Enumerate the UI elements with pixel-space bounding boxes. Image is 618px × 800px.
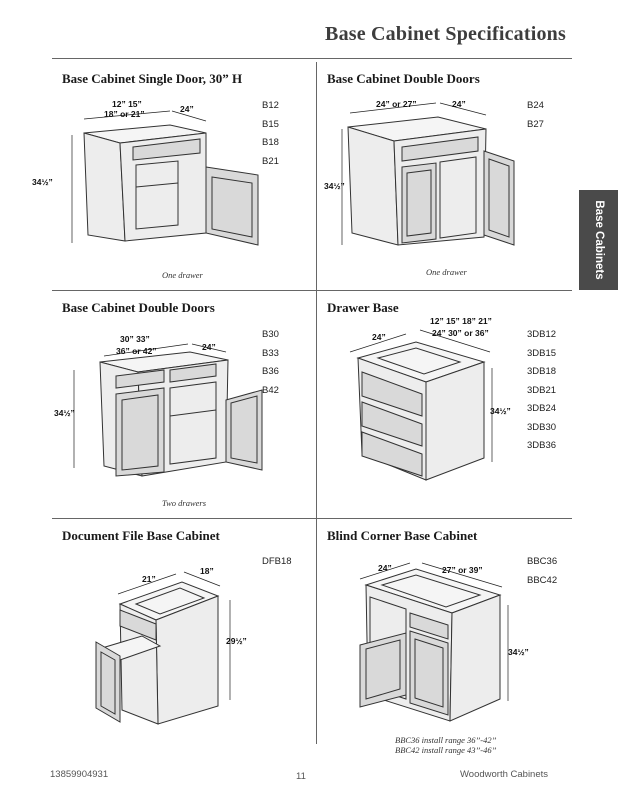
cabinet-double-doors-drawing — [318, 95, 528, 275]
code-item: 3DB18 — [527, 366, 557, 377]
cabinet-side — [426, 362, 484, 480]
dim-width-2: 18” or 21” — [104, 109, 145, 119]
code-item: 3DB30 — [527, 421, 557, 433]
dim-width: 24” or 27” — [376, 99, 417, 109]
page-title: Base Cabinet Specifications — [325, 23, 566, 45]
install-note-bbc36: BBC36 install range 36’’-42’’ — [395, 735, 497, 745]
code-item: 3DB24 — [527, 403, 557, 414]
caption-double-doors: One drawer — [426, 267, 467, 277]
dim-depth: 24” — [372, 332, 386, 342]
dim-height: 29½” — [226, 636, 247, 646]
section-title-double-doors: Base Cabinet Double Doors — [327, 71, 480, 86]
door-left — [116, 388, 164, 476]
install-note-bbc42: BBC42 install range 43’’-46’’ — [395, 745, 497, 755]
code-item: B27 — [527, 118, 544, 130]
dim-width-2: 24” 30” or 36” — [432, 328, 489, 338]
cabinet-two-drawer-drawing — [40, 330, 270, 490]
document-file-drawing — [80, 560, 260, 730]
blind-corner-drawing — [330, 555, 550, 725]
dim-height: 34½” — [54, 408, 75, 418]
dim-height: 34½” — [324, 181, 345, 191]
dim-depth: 24” — [378, 563, 392, 573]
code-item: B24 — [527, 100, 544, 111]
cabinet-side — [84, 133, 125, 241]
section-title-single-door: Base Cabinet Single Door, 30” H — [62, 71, 243, 86]
dim-depth: 21” — [142, 574, 156, 584]
code-item: B21 — [262, 155, 279, 167]
section-title-blind-corner: Blind Corner Base Cabinet — [327, 528, 478, 543]
dim-width: 12” 15” — [112, 99, 142, 109]
code-list-drawer-base — [527, 326, 556, 456]
drawer-base-drawing — [320, 312, 530, 492]
code-item: 3DB36 — [527, 440, 557, 451]
footer-phone: 13859904931 — [50, 769, 109, 780]
dim-width-2: 36” or 42” — [116, 346, 157, 356]
section-title-document-file: Document File Base Cabinet — [62, 528, 220, 543]
dim-width: 30” 33” — [120, 334, 150, 344]
section-title-drawer-base: Drawer Base — [327, 300, 399, 315]
caption-two-drawers: Two drawers — [162, 498, 207, 508]
dim-width: 12” 15” 18” 21” — [430, 316, 492, 326]
side-tab[interactable] — [579, 190, 618, 290]
code-item: B30 — [262, 329, 279, 340]
code-item: 3DB15 — [527, 347, 557, 359]
dim-height: 34½” — [32, 177, 53, 187]
cabinet-single-door-drawing — [32, 95, 270, 295]
code-item: BBC42 — [527, 574, 558, 586]
dim-depth: 24” — [452, 99, 466, 109]
caption-single-door: One drawer — [162, 270, 203, 280]
code-item: 3DB21 — [527, 384, 557, 396]
code-item: B18 — [262, 137, 279, 148]
section-title-double-doors-2: Base Cabinet Double Doors — [62, 300, 215, 315]
dim-width: 18” — [200, 566, 214, 576]
cabinet-side — [450, 595, 500, 721]
code-item: BBC36 — [527, 556, 558, 567]
code-item: B42 — [262, 384, 279, 396]
side-tab-label: Base Cabinets — [592, 200, 605, 280]
dim-width: 27” or 39” — [442, 565, 483, 575]
horizontal-rule-lower — [52, 518, 572, 519]
dim-height: 34½” — [490, 406, 511, 416]
cabinet-side — [348, 127, 398, 245]
dim-depth: 24” — [202, 342, 216, 352]
vertical-divider — [316, 62, 317, 744]
code-item: 3DB12 — [527, 329, 557, 340]
code-item: B12 — [262, 100, 279, 111]
page-number: 11 — [296, 771, 306, 782]
code-list-double-doors — [527, 97, 544, 134]
dim-depth: 24” — [180, 104, 194, 114]
code-item: B15 — [262, 118, 279, 130]
horizontal-rule-top — [52, 58, 572, 59]
code-list-document-file — [262, 553, 292, 572]
code-item: B36 — [262, 366, 279, 377]
code-item: B33 — [262, 347, 279, 359]
dim-height: 34½” — [508, 647, 529, 657]
footer-brand: Woodworth Cabinets — [460, 769, 549, 780]
code-item: DFB18 — [262, 556, 292, 567]
